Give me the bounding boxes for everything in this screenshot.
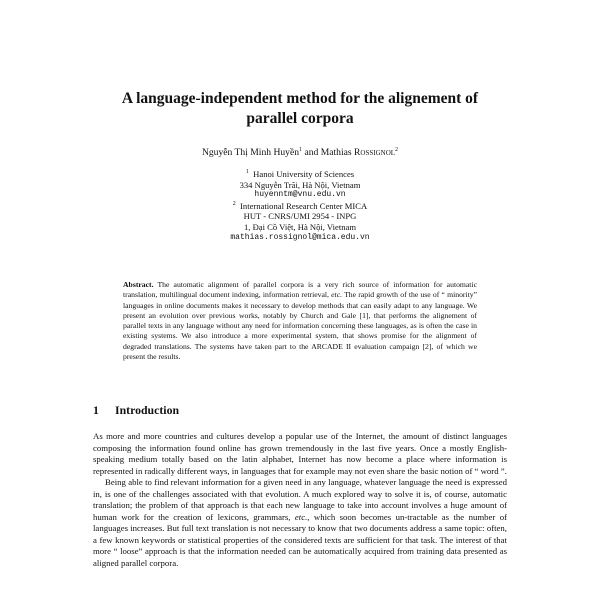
affiliation-2-address: 1, Đại Cồ Việt, Hà Nội, Vietnam — [243, 221, 357, 232]
title-line-1: A language-independent method for the alignement of — [121, 90, 479, 107]
abstract-text-b: The rapid growth of the use of “ minority” languages in online documents makes it necessary to develop methods that can easily adapt to any language. We present an evolution over previous works, notably by Church and Gale [1], that performs the alignement of parallel texts in any language without any need for information concerning these languages, as is often the case in existing systems. We also introduce a more experimental system, that shows promise for the alignment of degraded translations. The systems have taken part to the ARCADE II evaluation campaign [2], of which we present the results. — [123, 290, 477, 362]
affiliation-1-email: huyenntm@vnu.edu.vn — [254, 190, 346, 200]
author-2-surname: Rossignol — [354, 147, 396, 158]
introduction-body — [93, 431, 507, 570]
author-line — [60, 147, 540, 159]
affiliation-2-line-1 — [100, 201, 500, 212]
author-connector: and Mathias — [302, 147, 355, 158]
intro-paragraph-1: As more and more countries and cultures develop a popular use of the Internet, the amount of distinct languages composing the information found online has grown tremendously in the last five years. Once a mostly English-speaking medium totally based on the latin alphabet, Internet has now become a place where information is represented in radically different ways, in languages that for example may not even share the basic notion of “ word ”. — [93, 431, 507, 476]
affiliation-2-email: mathias.rossignol@mica.edu.vn — [230, 232, 370, 242]
section-title: Introduction — [115, 403, 180, 417]
abstract-label: Abstract. — [123, 280, 154, 289]
abstract — [123, 280, 477, 362]
affiliation-2-name: International Research Center MICA — [240, 200, 368, 211]
abstract-text-a: The automatic alignment of parallel corpora is a very rich source of information for automatic translation, multilingual document indexing, information retrieval, — [123, 280, 477, 300]
paper-title — [60, 89, 540, 129]
affiliation-2-sup: 2 — [232, 200, 236, 207]
intro-p2-etc: etc. — [294, 511, 308, 522]
author-1-name: Nguyễn Thị Minh Huyền — [201, 147, 300, 158]
section-heading — [93, 403, 179, 418]
abstract-etc: etc. — [331, 290, 343, 300]
intro-paragraph-2 — [93, 477, 507, 569]
affiliations — [100, 169, 500, 243]
author-1-sup: 1 — [299, 146, 303, 153]
section-number: 1 — [93, 403, 99, 417]
author-2-sup: 2 — [395, 146, 399, 153]
title-line-2: parallel corpora — [246, 110, 354, 127]
affiliation-1-address: 334 Nguyễn Trãi, Hà Nội, Vietnam — [239, 179, 361, 190]
intro-p2-part-a: Being able to find relevant information for a given need in any language, whatever language the need is expressed in, is one of the challenges associated with that evolution. A much explored way to solve it is, of course, automatic translation; the problem of that approach is that each new language to take into account involves a huge amount of human work for the creation of lexicons, grammars, — [93, 477, 507, 522]
intro-p2-part-b: , which soon becomes un-tractable as the number of languages increases. But full text translation is not necessary to know that two documents address a same topic: often, a few known keywords or statistical properties of the considered texts are sufficient for that task. The interest of that more “ loose” approach is that the information needed can be automatically acquired from training data presented as aligned parallel corpora. — [93, 511, 507, 569]
affiliation-1-name: Hanoi University of Sciences — [253, 169, 355, 179]
affiliation-2-unit: HUT - CNRS/UMI 2954 - INPG — [243, 211, 357, 222]
affiliation-1-line-1 — [100, 169, 500, 180]
affiliation-1-sup: 1 — [245, 169, 249, 176]
